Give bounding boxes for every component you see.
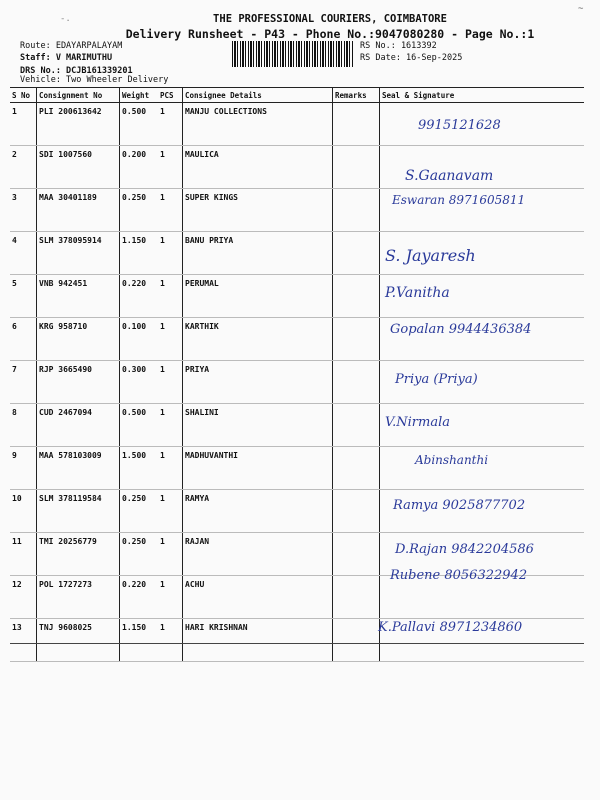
row-consignment: RJP 3665490 (37, 361, 120, 404)
row-pcs: 1 (158, 447, 183, 490)
row-consignment: SLM 378095914 (37, 232, 120, 275)
row-consignee: SUPER KINGS (183, 189, 333, 232)
row-sno: 1 (10, 103, 37, 146)
route-text: Route: EDAYARPALAYAM (20, 41, 123, 51)
col-consignee: Consignee Details (183, 88, 333, 103)
table-row (10, 361, 584, 404)
row-weight: 0.250 (120, 490, 159, 533)
row-remarks (333, 576, 380, 619)
row-consignee: MADHUVANTHI (183, 447, 333, 490)
row-consignee: RAMYA (183, 490, 333, 533)
table-header-row (10, 88, 584, 103)
row-remarks (333, 490, 380, 533)
row-consignee: KARTHIK (183, 318, 333, 361)
table-bottom-line (10, 643, 584, 644)
handwritten-signature: P.Vanitha (385, 285, 450, 301)
row-consignment: POL 1727273 (37, 576, 120, 619)
drs-text: DRS No.: DCJB161339201 (20, 66, 133, 76)
table-row (10, 275, 584, 318)
row-consignment: PLI 200613642 (37, 103, 120, 146)
rs-number: RS No.: 1613392 (360, 41, 437, 51)
handwritten-signature: Abinshanthi (415, 453, 489, 467)
runsheet-title: Delivery Runsheet - P43 - Phone No.:9047080280 - Page No.:1 (125, 27, 535, 41)
handwritten-signature: Gopalan 9944436384 (390, 322, 532, 337)
row-consignee: SHALINI (183, 404, 333, 447)
row-pcs: 1 (158, 189, 183, 232)
row-pcs: 1 (158, 533, 183, 576)
company-name: THE PROFESSIONAL COURIERS, COIMBATORE (213, 13, 447, 25)
row-remarks (333, 103, 380, 146)
row-consignee: MANJU COLLECTIONS (183, 103, 333, 146)
row-weight: 0.500 (120, 404, 159, 447)
row-remarks (333, 533, 380, 576)
handwritten-signature: K.Pallavi 8971234860 (378, 620, 523, 635)
row-pcs: 1 (158, 404, 183, 447)
row-consignee: RAJAN (183, 533, 333, 576)
row-pcs: 1 (158, 318, 183, 361)
row-pcs: 1 (158, 103, 183, 146)
row-pcs: 1 (158, 619, 183, 662)
row-weight: 0.300 (120, 361, 159, 404)
row-pcs: 1 (158, 490, 183, 533)
row-sno: 7 (10, 361, 37, 404)
handwritten-signature: D.Rajan 9842204586 (395, 542, 534, 557)
row-consignment: CUD 2467094 (37, 404, 120, 447)
table-row (10, 447, 584, 490)
row-consignment: VNB 942451 (37, 275, 120, 318)
row-consignment: MAA 578103009 (37, 447, 120, 490)
row-sno: 3 (10, 189, 37, 232)
row-sno: 12 (10, 576, 37, 619)
col-remarks: Remarks (333, 88, 380, 103)
row-consignment: SDI 1007560 (37, 146, 120, 189)
row-sno: 4 (10, 232, 37, 275)
table-row (10, 146, 584, 189)
row-remarks (333, 404, 380, 447)
scan-mark: -. (60, 14, 71, 24)
row-consignee: PRIYA (183, 361, 333, 404)
handwritten-signature: Eswaran 8971605811 (392, 193, 526, 207)
row-consignee: BANU PRIYA (183, 232, 333, 275)
row-weight: 0.250 (120, 189, 159, 232)
col-signature: Seal & Signature (380, 88, 585, 103)
row-sno: 8 (10, 404, 37, 447)
row-pcs: 1 (158, 232, 183, 275)
row-remarks (333, 189, 380, 232)
row-weight: 1.150 (120, 619, 159, 662)
row-weight: 0.200 (120, 146, 159, 189)
row-weight: 1.150 (120, 232, 159, 275)
row-consignee: MAULICA (183, 146, 333, 189)
table-row (10, 232, 584, 275)
col-weight: Weight (120, 88, 159, 103)
handwritten-signature: Ramya 9025877702 (393, 498, 526, 513)
row-weight: 0.250 (120, 533, 159, 576)
row-pcs: 1 (158, 146, 183, 189)
row-sno: 13 (10, 619, 37, 662)
row-consignment: TMI 20256779 (37, 533, 120, 576)
col-sno: S No (10, 88, 37, 103)
row-remarks (333, 232, 380, 275)
row-pcs: 1 (158, 576, 183, 619)
table-row (10, 404, 584, 447)
row-remarks (333, 447, 380, 490)
row-remarks (333, 318, 380, 361)
row-pcs: 1 (158, 275, 183, 318)
handwritten-signature: S. Jayaresh (385, 246, 476, 265)
row-weight: 1.500 (120, 447, 159, 490)
row-remarks (333, 275, 380, 318)
col-consignment: Consignment No (37, 88, 120, 103)
row-consignee: ACHU (183, 576, 333, 619)
row-weight: 0.500 (120, 103, 159, 146)
handwritten-signature: V.Nirmala (385, 415, 450, 430)
row-remarks (333, 619, 380, 662)
row-consignment: KRG 958710 (37, 318, 120, 361)
row-remarks (333, 361, 380, 404)
row-sno: 10 (10, 490, 37, 533)
col-pcs: PCS (158, 88, 183, 103)
staff-text: Staff: V MARIMUTHU (20, 53, 113, 63)
row-weight: 0.100 (120, 318, 159, 361)
handwritten-signature: Rubene 8056322942 (390, 568, 528, 583)
row-weight: 0.220 (120, 275, 159, 318)
row-sno: 2 (10, 146, 37, 189)
barcode (232, 41, 354, 67)
vehicle-text: Vehicle: Two Wheeler Delivery (20, 75, 169, 85)
row-consignment: SLM 378119584 (37, 490, 120, 533)
handwritten-signature: Priya (Priya) (395, 372, 478, 387)
row-consignee: PERUMAL (183, 275, 333, 318)
row-consignment: MAA 30401189 (37, 189, 120, 232)
row-sno: 9 (10, 447, 37, 490)
corner-mark: ~ (578, 4, 584, 14)
row-consignment: TNJ 9608025 (37, 619, 120, 662)
handwritten-signature: 9915121628 (418, 118, 501, 133)
row-sno: 6 (10, 318, 37, 361)
row-sno: 5 (10, 275, 37, 318)
row-remarks (333, 146, 380, 189)
rs-date: RS Date: 16-Sep-2025 (360, 53, 463, 63)
row-sno: 11 (10, 533, 37, 576)
row-consignee: HARI KRISHNAN (183, 619, 333, 662)
handwritten-signature: S.Gaanavam (405, 168, 494, 184)
row-weight: 0.220 (120, 576, 159, 619)
row-pcs: 1 (158, 361, 183, 404)
